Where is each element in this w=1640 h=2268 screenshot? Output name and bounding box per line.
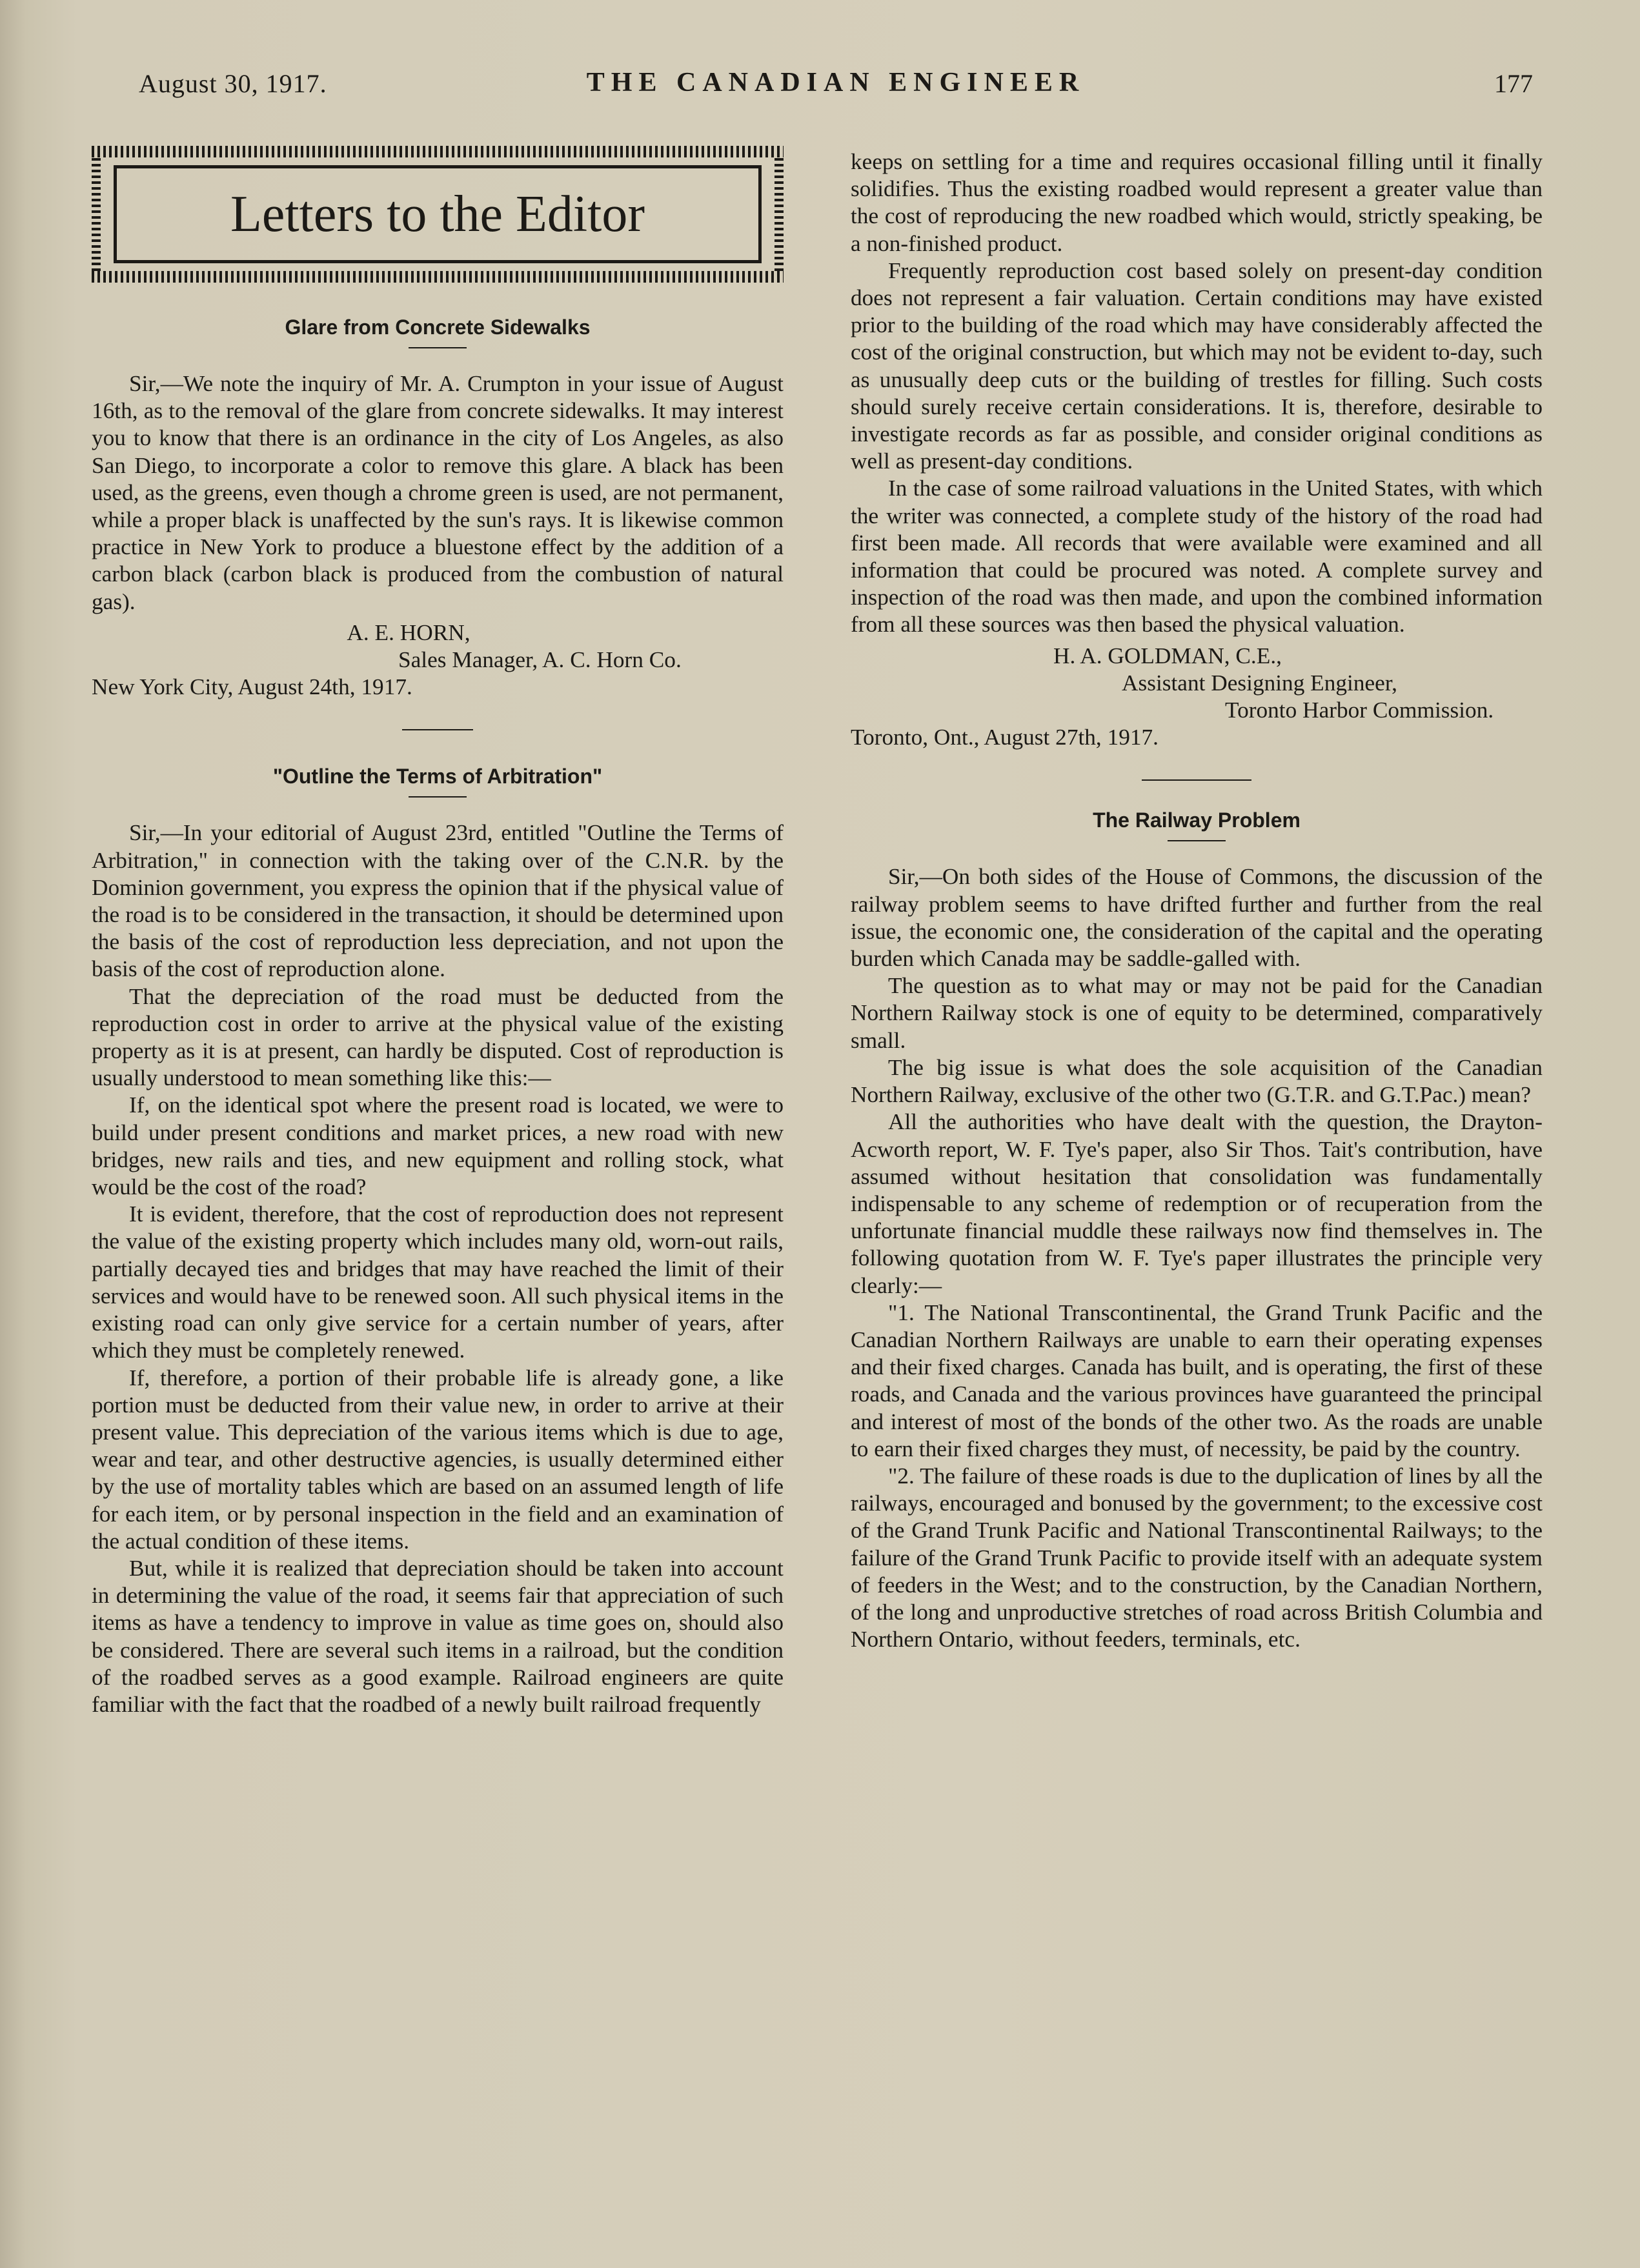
letter-paragraph: If, on the identical spot where the present road is located, we were to build under present conditions and market prices, a new road with new bridges, new rails and ties, and new equipment and rolling stock, what would be the cost of the road? <box>92 1092 784 1200</box>
left-column <box>92 146 784 1718</box>
banner-ornament <box>92 157 784 271</box>
letter-paragraph: The question as to what may or may not be paid for the Canadian Northern Railway stock is one of equity to be determined, comparatively small. <box>851 973 1543 1053</box>
running-header <box>139 62 1533 114</box>
section-divider <box>402 729 473 730</box>
issue-date: August 30, 1917. <box>139 69 327 98</box>
letter-paragraph: keeps on settling for a time and requires occasional filling until it finally solidifies. Thus the existing roadbed would represent a greater value than the cost of reproducing the new roadbed which would, strictly speaking, be a non-finished product. <box>851 149 1543 256</box>
letter-paragraph: In the case of some railroad valuations in the United States, with which the writer was connected, a complete study of the history of the road had first been made. All records that were available were examined and all information that could be procured was noted. A complete survey and inspection of the road was then made, and upon the combined information from all these sources was then based the physical valuation. <box>851 476 1543 637</box>
journal-title: THE CANADIAN ENGINEER <box>586 68 1086 97</box>
letter-paragraph: If, therefore, a portion of their probable life is already gone, a like portion must be deducted from their value new, in order to arrive at their present value. This depreciation of the various items which is due to age, wear and tear, and other destructive agencies, is usually determined either by the use of mortality tables which are based on an assumed length of life for each item, or by personal inspection in the field and an examination of the actual condition of these items. <box>92 1365 784 1554</box>
right-column <box>851 148 1543 1653</box>
letter-paragraph: "2. The failure of these roads is due to the duplication of lines by all the railways, encouraged and bonused by the government; to the excessive cost of the Grand Trunk Pacific and National Transcontinental Railways; to the failure of the Grand Trunk Pacific to provide itself with an adequate system of feeders in the West; and to the construction, by the Canadian Northern, of the long and unproductive stretches of road across British Columbia and Northern Ontario, without feeders, terminals, etc. <box>851 1463 1543 1652</box>
letter-paragraph: That the depreciation of the road must be deducted from the reproduction cost in order to arrive at the physical value of the existing property as it is at present, can hardly be disputed. Cost of reproduction is usually understood to mean something like this:— <box>92 983 784 1091</box>
signature-organization: Toronto Harbor Commission. <box>1225 697 1494 723</box>
title-rule <box>409 347 467 348</box>
signature-title: Sales Manager, A. C. Horn Co. <box>398 647 682 673</box>
letter-title: The Railway Problem <box>1093 808 1301 832</box>
section-banner <box>92 146 784 283</box>
title-rule <box>1168 840 1226 841</box>
signature-title: Assistant Designing Engineer, <box>1122 670 1397 696</box>
letter-paragraph: The big issue is what does the sole acquisition of the Canadian Northern Railway, exclusive of the other two (G.T.R. and G.T.Pac.) mean? <box>851 1054 1543 1108</box>
signature-place-date: Toronto, Ont., August 27th, 1917. <box>851 725 1159 750</box>
letter-title: Glare from Concrete Sidewalks <box>285 316 591 339</box>
letter-paragraph: Frequently reproduction cost based solely on present-day condition does not represent a fair valuation. Certain conditions may have existed prior to the building of the road which may have considerably affected the cost of the original construction, but which may not be evident to-day, such as unusually deep cuts or the building of trestles for filling. Such costs should surely receive certain considerations. It is, therefore, desirable to investigate records as far as possible, and consider original conditions as well as present-day conditions. <box>851 257 1543 474</box>
page-number: 177 <box>1494 69 1533 98</box>
letter-paragraph: It is evident, therefore, that the cost of reproduction does not represent the value of the existing property which includes many old, worn-out rails, partially decayed ties and bridges that may have reached the limit of their services and would have to be renewed soon. All such physical items in the existing road can only give service for a certain number of years, after which they must be completely renewed. <box>92 1201 784 1363</box>
signature-place-date: New York City, August 24th, 1917. <box>92 674 412 700</box>
section-divider <box>1142 779 1251 781</box>
letter-title: "Outline the Terms of Arbitration" <box>272 765 603 788</box>
signature-name: H. A. GOLDMAN, C.E., <box>1053 643 1282 668</box>
letter-paragraph: But, while it is realized that depreciation should be taken into account in determining the value of the road, it seems fair that appreciation of such items as have a tendency to improve in value as time goes on, should also be considered. There are several such items in a railroad, but the condition of the roadbed serves as a good example. Railroad engineers are quite familiar with the fact that the roadbed of a newly built railroad frequently <box>92 1555 784 1717</box>
letter-paragraph: All the authorities who have dealt with the question, the Drayton-Acworth report, W. F. Tye's paper, also Sir Thos. Tait's contribution, have assumed without hesitation that consolidation was fundamentally indispensable to any scheme of redemption or of recuperation from the unfortunate financial muddle these railways now find themselves in. The following quotation from W. F. Tye's paper illustrates the principle very clearly:— <box>851 1109 1543 1298</box>
letter-paragraph: "1. The National Transcontinental, the Grand Trunk Pacific and the Canadian Northern Railways are unable to earn their operating expenses and their fixed charges. Canada has built, and is operating, the first of these roads, and Canada and the various provinces have guaranteed the principal and interest of most of the bonds of the other two. As the roads are unable to earn their fixed charges they must, of necessity, be paid by the country. <box>851 1300 1543 1461</box>
banner-title: Letters to the Editor <box>230 186 645 243</box>
title-rule <box>409 796 467 798</box>
letter-paragraph: Sir,—We note the inquiry of Mr. A. Crumpton in your issue of August 16th, as to the removal of the glare from concrete sidewalks. It may interest you to know that there is an ordinance in the city of Los Angeles, as also San Diego, to incorporate a color to remove this glare. A black has been used, as the greens, even though a chrome green is used, are not permanent, while a proper black is unaffected by the sun's rays. It is likewise common practice in New York to produce a bluestone effect by the addition of a carbon black (carbon black is produced from the combustion of natural gas). <box>92 371 784 614</box>
letter-paragraph: Sir,—In your editorial of August 23rd, entitled "Outline the Terms of Arbitration," in connection with the taking over of the C.N.R. by the Dominion government, you express the opinion that if the physical value of the road is to be considered in the transaction, it should be determined upon the basis of the cost of reproduction less depreciation, and not upon the basis of the cost of reproduction alone. <box>92 820 784 982</box>
letter-paragraph: Sir,—On both sides of the House of Commons, the discussion of the railway problem seems to have drifted further and further from the real issue, the economic one, the consideration of the capital and the operating burden which Canada may be saddle-galled with. <box>851 864 1543 972</box>
banner-frame <box>114 165 762 263</box>
signature-name: A. E. HORN, <box>347 619 471 645</box>
